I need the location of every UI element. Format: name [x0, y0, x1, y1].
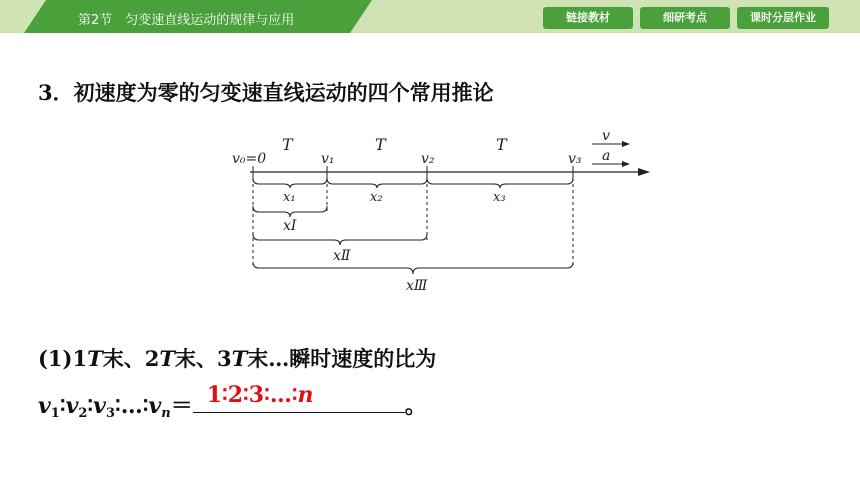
ratio-v1: v [38, 393, 51, 419]
label-xIII: xⅢ [406, 278, 428, 294]
nav-button-homework[interactable]: 课时分层作业 [737, 7, 829, 29]
question-t2: T [159, 346, 176, 371]
axis-arrowhead [638, 168, 650, 176]
arrow-label-a: a [602, 148, 611, 164]
answer-n: n [297, 382, 314, 408]
question-suffix: 末…瞬时速度的比为 [247, 346, 437, 371]
motion-diagram [220, 128, 660, 298]
ratio-vn: v [148, 393, 162, 419]
label-v2: v₂ [421, 151, 435, 167]
ratio-equation [38, 382, 427, 421]
question-text [38, 343, 436, 373]
brace-xI [253, 206, 327, 217]
question-t1: T [87, 346, 103, 371]
ratio-colon2: ∶ [87, 393, 94, 419]
question-prefix: (1)1 [38, 346, 88, 371]
ratio-equals: ＝ [170, 393, 193, 419]
label-x3: x₃ [493, 190, 506, 205]
nav-button-key-points[interactable]: 细研考点 [640, 7, 730, 29]
label-x2: x₂ [370, 190, 383, 205]
section-heading [38, 77, 494, 107]
answer-text [207, 382, 314, 408]
question-mid2: 末、3 [175, 346, 232, 371]
label-t2: T [375, 135, 386, 154]
ratio-sub3: 3 [105, 406, 115, 421]
ratio-subn: n [161, 406, 171, 421]
label-xII: xⅡ [333, 248, 351, 264]
question-mid1: 末、2 [102, 346, 160, 371]
section-title: 第2节 匀变速直线运动的规律与应用 [78, 13, 295, 28]
brace-xIII [253, 262, 573, 274]
brace-x2 [327, 178, 427, 188]
label-v3: v₃ [568, 151, 582, 167]
ratio-period: 。 [404, 393, 427, 419]
answer-blank [193, 382, 405, 413]
brace-x1 [253, 178, 327, 188]
label-t3: T [496, 135, 507, 154]
brace-x3 [427, 178, 573, 188]
ratio-ellipsis: ∶…∶ [115, 393, 149, 419]
ratio-sub1: 1 [50, 406, 60, 421]
label-v1: v₁ [321, 151, 335, 167]
nav-button-textbook[interactable]: 链接教材 [543, 7, 633, 29]
heading-number: 3． [38, 80, 74, 105]
arrow-label-v: v [602, 128, 610, 144]
label-x1: x₁ [283, 190, 296, 205]
label-v0: v₀=0 [232, 151, 267, 167]
ratio-sub2: 2 [78, 406, 88, 421]
ratio-colon1: ∶ [59, 393, 66, 419]
brace-xII [253, 234, 427, 245]
answer-main: 1∶2∶3∶…∶ [206, 382, 298, 408]
label-xI: xⅠ [283, 218, 297, 234]
label-t1: T [282, 135, 293, 154]
heading-text: 初速度为零的匀变速直线运动的四个常用推论 [73, 81, 494, 105]
question-t3: T [231, 346, 248, 371]
top-bar [0, 0, 860, 36]
ratio-v2: v [65, 393, 79, 419]
ratio-v3: v [93, 393, 106, 419]
